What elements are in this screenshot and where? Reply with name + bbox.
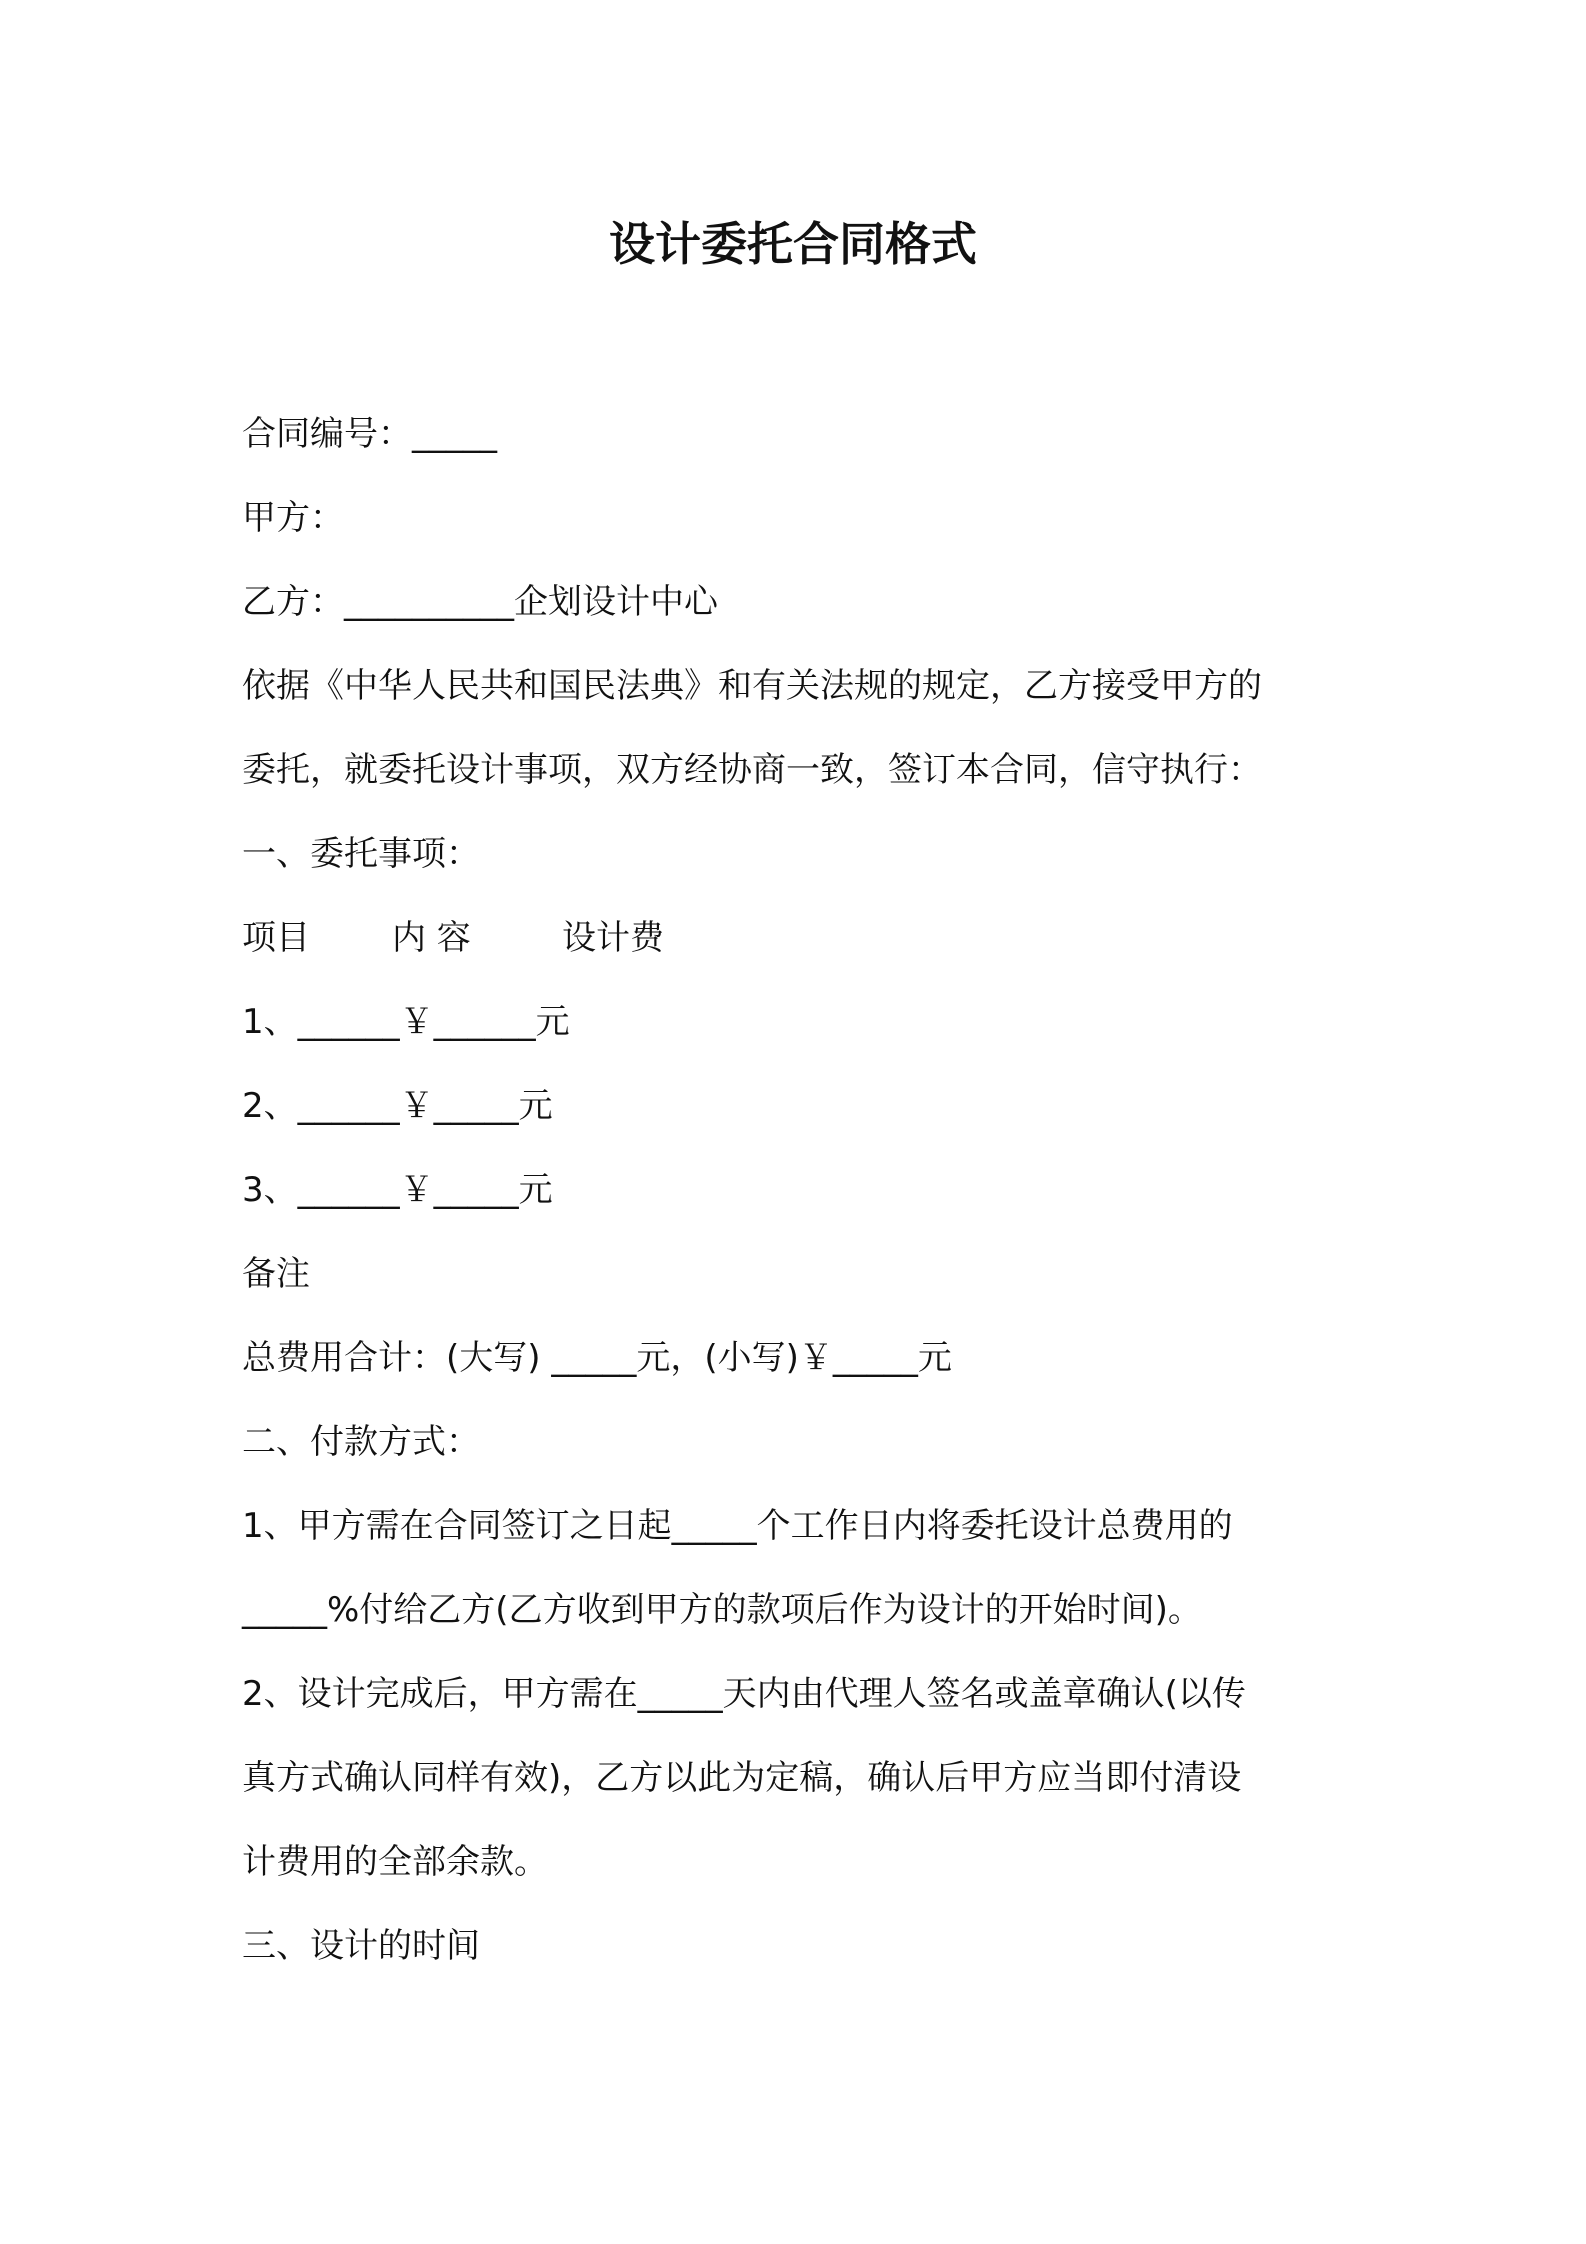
- preamble-line-2: 委托，就委托设计事项，双方经协商一致，签订本合同，信守执行：: [242, 750, 1262, 790]
- section-heading-design-time: 三、设计的时间: [242, 1926, 480, 1966]
- contract-number-line: 合同编号：_____: [242, 414, 497, 454]
- total-fee-line: 总费用合计：(大写) _____元，(小写)￥_____元: [242, 1338, 952, 1378]
- preamble-line-1: 依据《中华人民共和国民法典》和有关法规的规定，乙方接受甲方的: [242, 666, 1262, 706]
- payment-clause-2-line-1: 2、设计完成后，甲方需在_____天内由代理人签名或盖章确认(以传: [242, 1674, 1246, 1714]
- document-title: 设计委托合同格式: [609, 217, 977, 271]
- fee-row: 2、______￥_____元: [242, 1086, 553, 1126]
- payment-clause-1-line-1: 1、甲方需在合同签订之日起_____个工作日内将委托设计总费用的: [242, 1506, 1233, 1546]
- table-header-content: 内 容: [392, 918, 471, 958]
- remark-label: 备注: [242, 1254, 310, 1294]
- table-header-fee: 设计费: [562, 918, 664, 958]
- fee-row: 1、______￥______元: [242, 1002, 570, 1042]
- table-header: [242, 913, 664, 963]
- payment-clause-2-line-2: 真方式确认同样有效)，乙方以此为定稿，确认后甲方应当即付清设: [242, 1758, 1242, 1798]
- party-a-line: 甲方：: [242, 498, 344, 538]
- section-heading-payment: 二、付款方式：: [242, 1422, 480, 1462]
- payment-clause-1-line-2: _____%付给乙方(乙方收到甲方的款项后作为设计的开始时间)。: [242, 1590, 1202, 1630]
- party-b-line: 乙方：__________企划设计中心: [242, 582, 718, 622]
- table-header-item: 项目: [242, 918, 310, 958]
- payment-clause-2-line-3: 计费用的全部余款。: [242, 1842, 548, 1882]
- section-heading-entrusted-items: 一、委托事项：: [242, 834, 480, 874]
- fee-row: 3、______￥_____元: [242, 1170, 553, 1210]
